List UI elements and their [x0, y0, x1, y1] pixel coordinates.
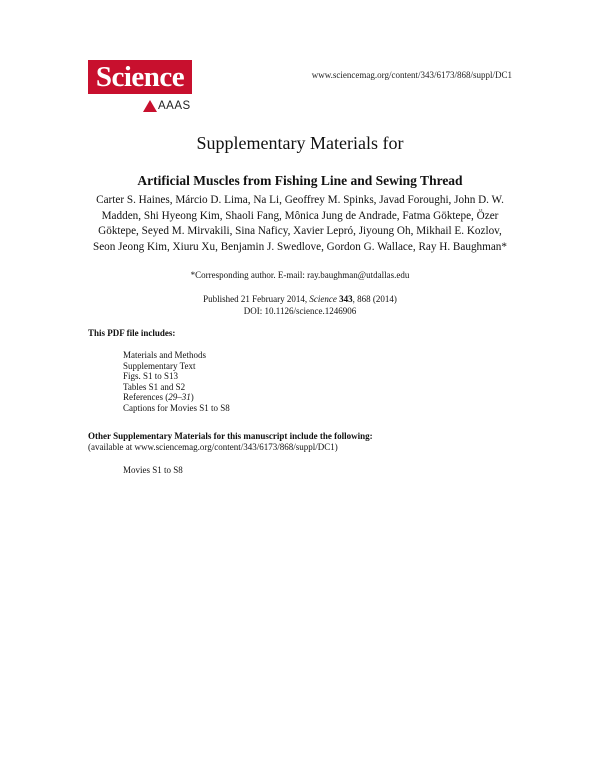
document-title: Supplementary Materials for — [196, 133, 404, 153]
aaas-text: AAAS — [158, 100, 191, 112]
paper-title: Artificial Muscles from Fishing Line and Sewing Thread — [137, 173, 463, 188]
list-item: Captions for Movies S1 to S8 — [123, 402, 230, 413]
doi[interactable]: DOI: 10.1126/science.1246906 — [243, 305, 357, 316]
other-materials-heading: Other Supplementary Materials for this manuscript include the following: — [88, 431, 373, 441]
includes-list — [123, 350, 230, 414]
journal-volume: 343 — [339, 294, 353, 304]
references-prefix: References ( — [123, 392, 169, 403]
list-item-references — [123, 392, 230, 403]
journal-pages: , 868 (2014) — [352, 294, 397, 304]
list-item: Materials and Methods — [123, 350, 206, 360]
science-wordmark: Science — [95, 61, 185, 93]
movies-item: Movies S1 to S8 — [123, 465, 183, 475]
science-logo — [88, 60, 192, 94]
journal-name: Science — [309, 294, 337, 304]
published-date: Published 21 February 2014, — [203, 294, 310, 304]
list-item: Tables S1 and S2 — [123, 381, 186, 392]
list-item: Figs. S1 to S13 — [123, 371, 179, 382]
author-list: Carter S. Haines, Márcio D. Lima, Na Li, Geoffrey M. Spinks, Javad Foroughi, John D. W. Madden, Shi Hyeong Kim, Shaoli Fang, Mônica Jung de Andrade, Fatma Göktepe, Özer Göktepe, Seyed M. Mirvakili, Sina Naficy, Xavier Lepró, Jiyoung Oh, Mikhail E. Kozlov, Seon Jeong Kim, Xiuru Xu, Benjamin J. Swedlove, Gordon G. Wallace, Ray H. Baughman* — [92, 194, 507, 253]
publication-info — [0, 294, 600, 317]
other-materials-availability: (available at www.sciencemag.org/content/343/6173/868/suppl/DC1) — [88, 442, 338, 452]
references-suffix: ) — [190, 392, 194, 403]
corresponding-author: *Corresponding author. E-mail: ray.baughman@utdallas.edu — [190, 270, 410, 280]
aaas-triangle-icon — [143, 100, 157, 112]
list-item: Supplementary Text — [123, 360, 196, 371]
published-line — [0, 294, 600, 306]
header-url[interactable]: www.sciencemag.org/content/343/6173/868/suppl/DC1 — [311, 70, 512, 80]
includes-heading: This PDF file includes: — [88, 328, 176, 338]
references-range: 29–31 — [168, 392, 191, 403]
aaas-logo — [143, 99, 191, 113]
